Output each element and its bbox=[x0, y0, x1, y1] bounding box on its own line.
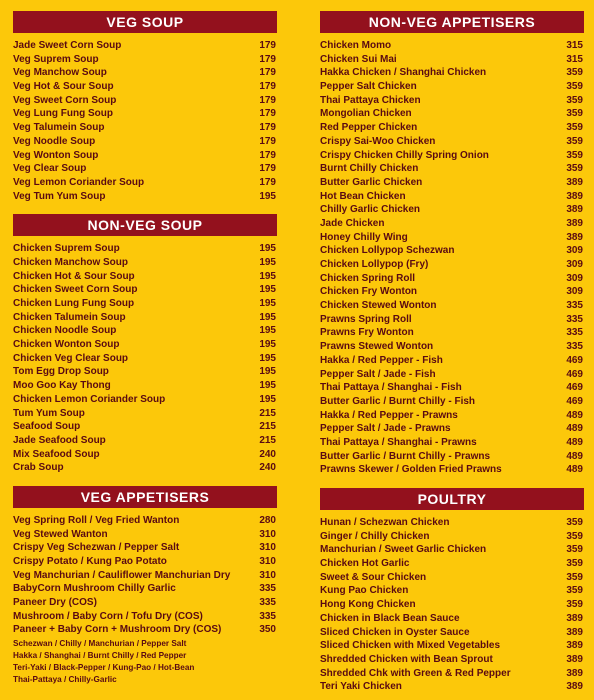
item-price: 359 bbox=[566, 517, 583, 528]
item-price: 179 bbox=[259, 149, 276, 161]
item-name: Chicken Suprem Soup bbox=[13, 243, 120, 255]
item-price: 195 bbox=[259, 325, 276, 337]
item-price: 359 bbox=[566, 149, 583, 161]
item-price: 489 bbox=[566, 450, 583, 462]
item-name: Pepper Salt Chicken bbox=[320, 81, 417, 93]
item-name: Chicken Lollypop Schezwan bbox=[320, 245, 455, 257]
item-name: Tom Egg Drop Soup bbox=[13, 366, 109, 378]
item-name: Pepper Salt / Jade - Fish bbox=[320, 368, 436, 380]
menu-item bbox=[320, 176, 584, 190]
item-price: 359 bbox=[566, 544, 583, 556]
item-name: Teri Yaki Chicken bbox=[320, 681, 402, 693]
menu-item bbox=[320, 667, 584, 681]
item-price: 469 bbox=[566, 382, 583, 394]
right-column bbox=[320, 0, 584, 694]
menu-item bbox=[13, 420, 277, 434]
item-price: 195 bbox=[259, 284, 276, 296]
menu-item bbox=[320, 285, 584, 299]
menu-item bbox=[13, 270, 277, 284]
menu-item bbox=[320, 598, 584, 612]
menu-item bbox=[13, 80, 277, 94]
section-header: VEG SOUP bbox=[13, 11, 277, 33]
item-name: Paneer Dry (COS) bbox=[13, 597, 97, 609]
item-price: 359 bbox=[566, 599, 583, 611]
item-price: 315 bbox=[566, 40, 583, 51]
item-price: 359 bbox=[566, 108, 583, 120]
item-name: Paneer + Baby Corn + Mushroom Dry (COS) bbox=[13, 624, 222, 636]
item-name: Manchurian / Sweet Garlic Chicken bbox=[320, 544, 487, 556]
veg-soup-section bbox=[13, 11, 277, 203]
item-price: 335 bbox=[259, 597, 276, 609]
item-price: 389 bbox=[566, 667, 583, 679]
menu-item bbox=[13, 242, 277, 256]
menu-item bbox=[320, 409, 584, 423]
item-price: 195 bbox=[259, 270, 276, 282]
menu-item bbox=[320, 190, 584, 204]
menu-item bbox=[13, 297, 277, 311]
item-name: Sliced Chicken in Oyster Sauce bbox=[320, 626, 470, 638]
item-name: Chicken Hot Garlic bbox=[320, 558, 410, 570]
item-name: Veg Suprem Soup bbox=[13, 53, 99, 65]
menu-item bbox=[13, 53, 277, 67]
item-name: Seafood Soup bbox=[13, 421, 81, 433]
menu-item bbox=[320, 203, 584, 217]
item-price: 179 bbox=[259, 108, 276, 120]
section-header: NON-VEG APPETISERS bbox=[320, 11, 584, 33]
non-veg-soup-section bbox=[13, 214, 277, 475]
item-price: 335 bbox=[566, 341, 583, 353]
item-price: 195 bbox=[259, 339, 276, 351]
menu-item bbox=[320, 53, 584, 67]
item-name: Veg Manchurian / Cauliflower Manchurian Dry bbox=[13, 569, 231, 581]
menu-item bbox=[320, 516, 584, 530]
menu-item bbox=[13, 393, 277, 407]
menu-item bbox=[320, 162, 584, 176]
item-price: 215 bbox=[259, 407, 276, 419]
menu-item bbox=[13, 176, 277, 190]
item-name: Veg Spring Roll / Veg Fried Wanton bbox=[13, 514, 180, 526]
item-name: Crispy Potato / Kung Pao Potato bbox=[13, 556, 167, 567]
item-name: Chicken Talumein Soup bbox=[13, 311, 126, 323]
menu-item bbox=[320, 121, 584, 135]
item-price: 195 bbox=[259, 243, 276, 255]
item-name: Chicken Stewed Wonton bbox=[320, 300, 437, 312]
item-price: 215 bbox=[259, 421, 276, 433]
item-name: Butter Garlic / Burnt Chilly - Fish bbox=[320, 395, 476, 407]
item-price: 389 bbox=[566, 204, 583, 216]
menu-item bbox=[13, 256, 277, 270]
item-name: Veg Noodle Soup bbox=[13, 135, 96, 147]
item-name: Veg Wonton Soup bbox=[13, 149, 99, 161]
poultry-section bbox=[320, 488, 584, 694]
item-price: 359 bbox=[566, 81, 583, 93]
item-price: 179 bbox=[259, 176, 276, 188]
item-price: 389 bbox=[566, 176, 583, 188]
item-name: Jade Seafood Soup bbox=[13, 434, 106, 446]
menu-item bbox=[320, 326, 584, 340]
menu-item bbox=[320, 354, 584, 368]
sauce-options-notes bbox=[13, 638, 277, 686]
item-price: 389 bbox=[566, 640, 583, 652]
item-price: 179 bbox=[259, 67, 276, 79]
item-price: 179 bbox=[259, 122, 276, 134]
sauce-option-line: Teri-Yaki / Black-Pepper / Kung-Pao / Hot-Bean bbox=[13, 663, 195, 673]
menu-item-list bbox=[13, 514, 277, 637]
item-price: 309 bbox=[566, 259, 583, 270]
item-price: 309 bbox=[566, 272, 583, 284]
item-name: Honey Chilly Wing bbox=[320, 231, 408, 243]
section-header: VEG APPETISERS bbox=[13, 486, 277, 508]
item-price: 389 bbox=[566, 231, 583, 243]
item-name: Hakka / Red Pepper - Prawns bbox=[320, 409, 458, 421]
menu-item bbox=[13, 461, 277, 475]
non-veg-appetisers-section bbox=[320, 11, 584, 477]
item-price: 179 bbox=[259, 163, 276, 175]
menu-item bbox=[320, 39, 584, 53]
item-price: 359 bbox=[566, 122, 583, 134]
menu-item bbox=[320, 244, 584, 258]
item-price: 309 bbox=[566, 245, 583, 257]
menu-item bbox=[320, 381, 584, 395]
item-name: Thai Pattaya Chicken bbox=[320, 94, 421, 106]
item-price: 240 bbox=[259, 448, 276, 460]
item-price: 489 bbox=[566, 423, 583, 435]
item-name: Kung Pao Chicken bbox=[320, 585, 409, 597]
item-name: Hakka / Red Pepper - Fish bbox=[320, 354, 443, 366]
item-name: Hakka Chicken / Shanghai Chicken bbox=[320, 67, 487, 79]
menu-item bbox=[320, 395, 584, 409]
item-name: Mix Seafood Soup bbox=[13, 448, 100, 460]
item-price: 335 bbox=[566, 313, 583, 325]
menu-item bbox=[320, 80, 584, 94]
sauce-option-line: Thai-Pattaya / Chilly-Garlic bbox=[13, 675, 117, 685]
item-name: Prawns Spring Roll bbox=[320, 313, 412, 325]
item-name: Chicken in Black Bean Sauce bbox=[320, 612, 460, 624]
item-name: Chicken Hot & Sour Soup bbox=[13, 270, 135, 282]
item-name: Veg Lemon Coriander Soup bbox=[13, 176, 145, 188]
item-price: 489 bbox=[566, 409, 583, 421]
item-name: Chicken Spring Roll bbox=[320, 272, 416, 284]
item-name: Chicken Lung Fung Soup bbox=[13, 298, 135, 309]
item-name: Veg Lung Fung Soup bbox=[13, 108, 113, 120]
item-price: 310 bbox=[259, 569, 276, 581]
menu-item bbox=[320, 626, 584, 640]
item-name: Veg Talumein Soup bbox=[13, 122, 105, 134]
menu-item bbox=[13, 569, 277, 583]
item-price: 389 bbox=[566, 217, 583, 229]
menu-item bbox=[13, 610, 277, 624]
menu-item-list bbox=[13, 242, 277, 475]
menu-item bbox=[320, 107, 584, 121]
menu-item bbox=[13, 379, 277, 393]
item-name: Shredded Chicken with Bean Sprout bbox=[320, 653, 493, 665]
item-price: 469 bbox=[566, 395, 583, 407]
menu-item bbox=[320, 313, 584, 327]
item-name: Chicken Sui Mai bbox=[320, 53, 397, 65]
menu-item bbox=[320, 231, 584, 245]
item-price: 195 bbox=[259, 393, 276, 405]
item-price: 179 bbox=[259, 53, 276, 65]
menu-item bbox=[320, 422, 584, 436]
item-name: Thai Pattaya / Shanghai - Prawns bbox=[320, 436, 477, 448]
item-name: Hot Bean Chicken bbox=[320, 190, 406, 202]
item-price: 195 bbox=[259, 190, 276, 202]
item-name: Jade Chicken bbox=[320, 217, 385, 229]
item-name: Moo Goo Kay Thong bbox=[13, 380, 111, 392]
item-name: Mushroom / Baby Corn / Tofu Dry (COS) bbox=[13, 610, 203, 622]
item-price: 335 bbox=[566, 300, 583, 312]
item-name: Chicken Wonton Soup bbox=[13, 339, 120, 351]
sauce-option-line: Schezwan / Chilly / Manchurian / Pepper Salt bbox=[13, 639, 187, 649]
menu-item bbox=[320, 94, 584, 108]
item-name: Ginger / Chilly Chicken bbox=[320, 530, 430, 542]
menu-item bbox=[13, 407, 277, 421]
menu-item-list bbox=[320, 516, 584, 694]
item-price: 469 bbox=[566, 368, 583, 380]
item-name: Veg Clear Soup bbox=[13, 163, 87, 175]
menu-item bbox=[320, 612, 584, 626]
menu-item bbox=[13, 162, 277, 176]
item-price: 195 bbox=[259, 352, 276, 364]
item-name: Sliced Chicken with Mixed Vegetables bbox=[320, 640, 501, 652]
item-name: Mongolian Chicken bbox=[320, 108, 412, 120]
item-name: Crab Soup bbox=[13, 462, 64, 474]
menu-item bbox=[320, 272, 584, 286]
item-price: 195 bbox=[259, 380, 276, 392]
menu-item bbox=[320, 340, 584, 354]
menu-item bbox=[13, 365, 277, 379]
item-price: 359 bbox=[566, 135, 583, 147]
item-name: Chicken Lollypop (Fry) bbox=[320, 259, 429, 270]
menu-item bbox=[13, 448, 277, 462]
item-name: Crispy Sai-Woo Chicken bbox=[320, 135, 436, 147]
item-name: Veg Sweet Corn Soup bbox=[13, 94, 117, 106]
item-name: Chicken Sweet Corn Soup bbox=[13, 284, 138, 296]
item-price: 389 bbox=[566, 612, 583, 624]
menu-item bbox=[320, 653, 584, 667]
item-price: 389 bbox=[566, 190, 583, 202]
item-price: 195 bbox=[259, 298, 276, 309]
item-price: 469 bbox=[566, 354, 583, 366]
item-price: 359 bbox=[566, 558, 583, 570]
item-name: Prawns Fry Wonton bbox=[320, 327, 414, 339]
menu-item bbox=[320, 571, 584, 585]
menu-item bbox=[320, 217, 584, 231]
item-price: 310 bbox=[259, 542, 276, 554]
item-name: Tum Yum Soup bbox=[13, 407, 85, 419]
item-name: Jade Sweet Corn Soup bbox=[13, 40, 122, 51]
item-name: Chicken Veg Clear Soup bbox=[13, 352, 129, 364]
item-price: 335 bbox=[259, 583, 276, 595]
item-price: 389 bbox=[566, 681, 583, 693]
menu-item bbox=[13, 324, 277, 338]
item-name: Chicken Lemon Coriander Soup bbox=[13, 393, 166, 405]
menu-item bbox=[320, 299, 584, 313]
menu-item bbox=[13, 283, 277, 297]
menu-item bbox=[13, 107, 277, 121]
item-price: 310 bbox=[259, 528, 276, 540]
item-price: 315 bbox=[566, 53, 583, 65]
item-price: 359 bbox=[566, 163, 583, 175]
menu-item bbox=[320, 258, 584, 272]
item-price: 240 bbox=[259, 462, 276, 474]
item-name: Hong Kong Chicken bbox=[320, 599, 416, 611]
menu-item bbox=[13, 190, 277, 204]
item-name: Burnt Chilly Chicken bbox=[320, 163, 419, 175]
item-price: 179 bbox=[259, 81, 276, 93]
menu-item bbox=[13, 66, 277, 80]
item-price: 195 bbox=[259, 256, 276, 268]
menu-item bbox=[13, 149, 277, 163]
item-name: Butter Garlic / Burnt Chilly - Prawns bbox=[320, 450, 491, 462]
menu-item-list bbox=[13, 39, 277, 203]
menu-item bbox=[320, 584, 584, 598]
item-name: Chicken Noodle Soup bbox=[13, 325, 117, 337]
menu-item bbox=[320, 436, 584, 450]
menu-item bbox=[320, 66, 584, 80]
item-name: Chilly Garlic Chicken bbox=[320, 204, 421, 216]
section-header: POULTRY bbox=[320, 488, 584, 510]
item-price: 195 bbox=[259, 366, 276, 378]
menu-item bbox=[320, 530, 584, 544]
item-price: 179 bbox=[259, 135, 276, 147]
menu-item bbox=[13, 338, 277, 352]
menu-item bbox=[13, 582, 277, 596]
item-price: 359 bbox=[566, 530, 583, 542]
item-name: Red Pepper Chicken bbox=[320, 122, 418, 134]
sauce-option-line: Hakka / Shanghai / Burnt Chilly / Red Pepper bbox=[13, 651, 187, 661]
menu-item bbox=[13, 121, 277, 135]
item-price: 359 bbox=[566, 571, 583, 583]
item-price: 489 bbox=[566, 436, 583, 448]
menu-item-list bbox=[320, 39, 584, 477]
item-price: 309 bbox=[566, 286, 583, 298]
menu-item bbox=[13, 596, 277, 610]
left-column bbox=[13, 0, 277, 686]
item-name: Crispy Veg Schezwan / Pepper Salt bbox=[13, 542, 180, 554]
item-price: 359 bbox=[566, 67, 583, 79]
menu-item bbox=[320, 463, 584, 477]
item-price: 335 bbox=[259, 610, 276, 622]
menu-item bbox=[13, 514, 277, 528]
menu-item bbox=[320, 557, 584, 571]
menu-item bbox=[320, 639, 584, 653]
menu-item bbox=[320, 368, 584, 382]
item-name: Veg Stewed Wanton bbox=[13, 528, 108, 540]
veg-appetisers-section bbox=[13, 486, 277, 686]
menu-item bbox=[320, 135, 584, 149]
menu-item bbox=[13, 352, 277, 366]
item-price: 215 bbox=[259, 434, 276, 446]
item-name: Chicken Momo bbox=[320, 40, 392, 51]
menu-item bbox=[13, 39, 277, 53]
item-price: 489 bbox=[566, 464, 583, 476]
item-price: 350 bbox=[259, 624, 276, 636]
item-name: Butter Garlic Chicken bbox=[320, 176, 423, 188]
menu-item bbox=[13, 541, 277, 555]
item-price: 389 bbox=[566, 653, 583, 665]
menu-item bbox=[13, 434, 277, 448]
item-name: Hunan / Schezwan Chicken bbox=[320, 517, 450, 528]
menu-item bbox=[320, 149, 584, 163]
item-price: 359 bbox=[566, 585, 583, 597]
item-name: Crispy Chicken Chilly Spring Onion bbox=[320, 149, 489, 161]
item-price: 280 bbox=[259, 514, 276, 526]
menu-item bbox=[320, 543, 584, 557]
item-name: Veg Hot & Sour Soup bbox=[13, 81, 114, 93]
item-name: Shredded Chk with Green & Red Pepper bbox=[320, 667, 511, 679]
menu-item bbox=[13, 311, 277, 325]
menu-item bbox=[13, 623, 277, 637]
menu-item bbox=[320, 680, 584, 694]
item-name: Sweet & Sour Chicken bbox=[320, 571, 427, 583]
item-price: 389 bbox=[566, 626, 583, 638]
menu-item bbox=[13, 555, 277, 569]
item-price: 179 bbox=[259, 94, 276, 106]
item-name: Thai Pattaya / Shanghai - Fish bbox=[320, 382, 462, 394]
item-price: 310 bbox=[259, 556, 276, 567]
item-name: Chicken Fry Wonton bbox=[320, 286, 418, 298]
item-name: Prawns Skewer / Golden Fried Prawns bbox=[320, 464, 502, 476]
item-name: Veg Tum Yum Soup bbox=[13, 190, 106, 202]
item-name: Veg Manchow Soup bbox=[13, 67, 107, 79]
item-price: 359 bbox=[566, 94, 583, 106]
item-price: 335 bbox=[566, 327, 583, 339]
menu-item bbox=[13, 135, 277, 149]
item-name: Prawns Stewed Wonton bbox=[320, 341, 434, 353]
item-name: Pepper Salt / Jade - Prawns bbox=[320, 423, 451, 435]
item-price: 195 bbox=[259, 311, 276, 323]
item-name: BabyCorn Mushroom Chilly Garlic bbox=[13, 583, 176, 595]
section-header: NON-VEG SOUP bbox=[13, 214, 277, 236]
item-name: Chicken Manchow Soup bbox=[13, 256, 129, 268]
menu-item bbox=[13, 94, 277, 108]
menu-item bbox=[13, 528, 277, 542]
item-price: 179 bbox=[259, 40, 276, 51]
menu-item bbox=[320, 450, 584, 464]
